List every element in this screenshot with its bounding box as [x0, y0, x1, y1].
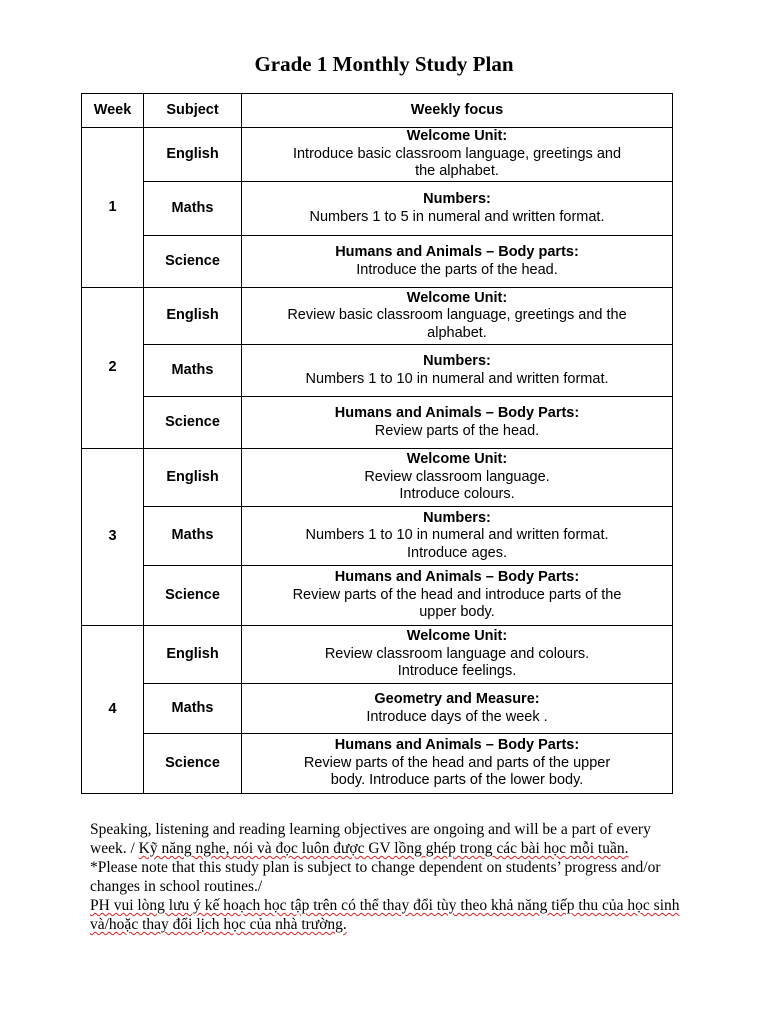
week-number: 4 — [82, 626, 144, 794]
header-week: Week — [82, 94, 144, 128]
focus-detail: Review classroom language and colours. — [324, 645, 590, 662]
table-row — [82, 288, 673, 345]
focus-heading: Welcome Unit: — [406, 451, 508, 468]
focus-detail: Review parts of the head and introduce parts of the — [292, 586, 622, 603]
subject-cell: English — [144, 626, 242, 684]
focus-detail: Numbers 1 to 5 in numeral and written format. — [309, 208, 605, 225]
table-row — [82, 345, 673, 397]
focus-heading: Numbers: — [423, 353, 491, 369]
weekly-focus-cell — [242, 734, 673, 794]
header-weekly-focus: Weekly focus — [242, 94, 673, 128]
weekly-focus-cell — [242, 684, 673, 734]
weekly-focus-cell — [242, 507, 673, 566]
table-row — [82, 566, 673, 626]
week-number: 3 — [82, 449, 144, 626]
note-change-vn: PH vui lòng lưu ý kế hoạch học tập trên có thể thay đổi tùy theo khả năng tiếp thu của học sinh và/hoặc thay đổi lịch học của nhà trường. — [90, 897, 680, 933]
table-header-row — [82, 94, 673, 128]
note-objectives-vn: Kỹ năng nghe, nói và đọc luôn được GV lồng ghép trong các bài học mỗi tuần. — [138, 840, 629, 857]
focus-detail: Introduce feelings. — [397, 663, 517, 680]
subject-cell: Maths — [144, 507, 242, 566]
subject-cell: Science — [144, 734, 242, 794]
table-row — [82, 236, 673, 288]
table-row — [82, 734, 673, 794]
weekly-focus-cell — [242, 288, 673, 345]
weekly-focus-cell — [242, 449, 673, 507]
focus-detail: Review parts of the head. — [374, 422, 540, 439]
focus-detail: Review parts of the head and parts of the upper — [303, 754, 611, 771]
focus-detail: alphabet. — [427, 324, 487, 341]
weekly-focus-cell — [242, 128, 673, 182]
focus-detail: Introduce basic classroom language, greetings and — [292, 145, 622, 162]
focus-detail: Introduce colours. — [399, 486, 515, 503]
focus-detail: Numbers 1 to 10 in numeral and written format. — [305, 370, 609, 387]
subject-cell: Science — [144, 236, 242, 288]
subject-cell: Maths — [144, 182, 242, 236]
week-number: 2 — [82, 288, 144, 449]
weekly-focus-cell — [242, 626, 673, 684]
notes — [90, 820, 690, 934]
table-row — [82, 397, 673, 449]
focus-detail: Numbers 1 to 10 in numeral and written format. — [305, 527, 609, 544]
page-title: Grade 1 Monthly Study Plan — [254, 52, 514, 76]
focus-detail: Introduce ages. — [407, 544, 507, 561]
table-row — [82, 684, 673, 734]
table-row — [82, 182, 673, 236]
focus-heading: Geometry and Measure: — [374, 691, 540, 707]
focus-heading: Humans and Animals – Body parts: — [335, 244, 579, 260]
weekly-focus-cell — [242, 566, 673, 626]
table-row — [82, 626, 673, 684]
note-change-en: *Please note that this study plan is subject to change dependent on students’ progress and/or changes in school routines./ — [90, 859, 661, 895]
weekly-focus-cell — [242, 397, 673, 449]
focus-detail: body. Introduce parts of the lower body. — [330, 772, 584, 789]
weekly-focus-cell — [242, 345, 673, 397]
weekly-focus-cell — [242, 236, 673, 288]
header-subject: Subject — [144, 94, 242, 128]
focus-heading: Numbers: — [423, 509, 491, 526]
focus-detail: Introduce the parts of the head. — [356, 261, 558, 278]
subject-cell: Maths — [144, 345, 242, 397]
weekly-focus-cell — [242, 182, 673, 236]
focus-detail: the alphabet. — [415, 163, 499, 180]
study-plan-table — [81, 93, 673, 794]
subject-cell: English — [144, 449, 242, 507]
week-number: 1 — [82, 128, 144, 288]
table-row — [82, 128, 673, 182]
focus-heading: Welcome Unit: — [406, 628, 508, 645]
focus-detail: Review classroom language. — [364, 468, 550, 485]
table-row — [82, 449, 673, 507]
focus-heading: Welcome Unit: — [406, 128, 508, 145]
focus-detail: Introduce days of the week . — [366, 708, 548, 725]
focus-detail: upper body. — [419, 604, 495, 621]
subject-cell: Science — [144, 566, 242, 626]
subject-cell: Science — [144, 397, 242, 449]
subject-cell: English — [144, 128, 242, 182]
subject-cell: English — [144, 288, 242, 345]
focus-heading: Numbers: — [423, 191, 491, 207]
table-body — [82, 128, 673, 794]
focus-heading: Humans and Animals – Body Parts: — [334, 737, 580, 754]
focus-detail: Review basic classroom language, greetings and the — [287, 307, 627, 324]
focus-heading: Welcome Unit: — [406, 289, 508, 306]
note-objectives — [90, 820, 690, 858]
note-objectives-en: Speaking, listening and reading learning objectives are ongoing and will be a part of every week. / — [90, 821, 651, 857]
table-row — [82, 507, 673, 566]
focus-heading: Humans and Animals – Body Parts: — [334, 569, 580, 586]
subject-cell: Maths — [144, 684, 242, 734]
focus-heading: Humans and Animals – Body Parts: — [334, 405, 580, 421]
